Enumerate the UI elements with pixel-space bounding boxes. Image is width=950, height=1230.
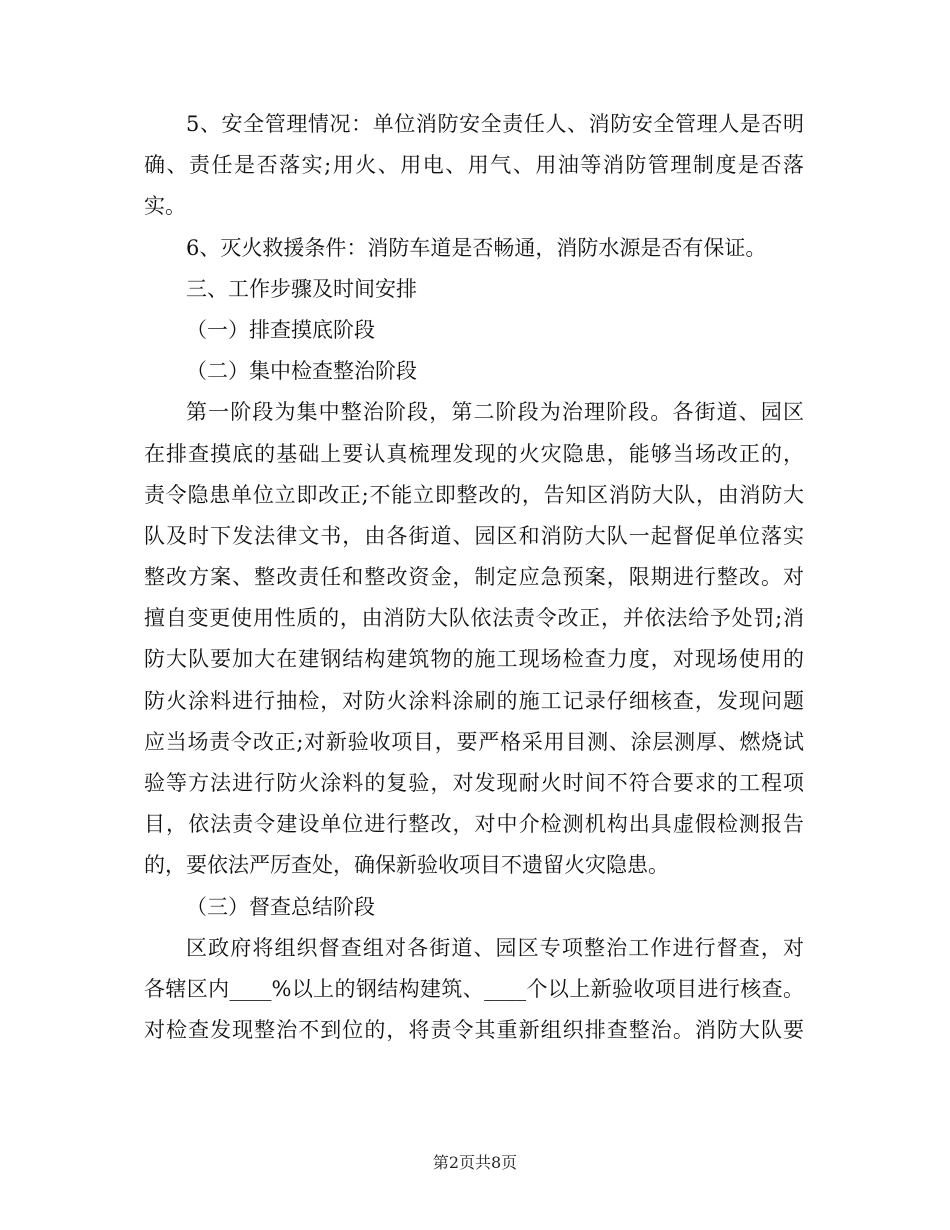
text-line: 5、安全管理情况：单位消防安全责任人、消防安全管理人是否明 [186,112,804,136]
text-line: 整改方案、整改责任和整改资金，制定应急预案，限期进行整改。对 [144,565,804,590]
text-line: 各辖区内____%以上的钢结构建筑、____个以上新验收项目进行核查。 [144,976,804,1001]
text-line: 应当场责令改正;对新验收项目，要严格采用目测、涂层测厚、燃烧试 [144,729,804,754]
text-line: 第一阶段为集中整治阶段，第二阶段为治理阶段。各街道、园区 [186,400,804,425]
text-line: 区政府将组织督查组对各街道、园区专项整治工作进行督查，对 [186,935,804,960]
text-line: 验等方法进行防火涂料的复验，对发现耐火时间不符合要求的工程项 [144,771,804,795]
text-line: 队及时下发法律文书，由各街道、园区和消防大队一起督促单位落实 [144,523,804,548]
text-line: 防大队要加大在建钢结构建筑物的施工现场检查力度，对现场使用的 [144,647,804,672]
text-line: 6、灭火救援条件：消防车道是否畅通，消防水源是否有保证。 [186,235,767,260]
text-line: 目，依法责令建设单位进行整改，对中介检测机构出具虚假检测报告 [144,812,804,837]
document-body [144,104,804,1051]
text-line: 对检查发现整治不到位的，将责令其重新组织排查整治。消防大队要 [144,1018,804,1043]
subsection-heading: （一）排查摸底阶段 [186,317,375,342]
subsection-heading: （三）督查总结阶段 [186,894,375,919]
page-number-footer: 第2页共8页 [432,1153,518,1172]
text-line: 实。 [144,194,186,219]
text-line: 确、责任是否落实;用火、用电、用气、用油等消防管理制度是否落 [144,153,804,178]
text-line: 在排查摸底的基础上要认真梳理发现的火灾隐患，能够当场改正的， [144,441,804,466]
text-line: 防火涂料进行抽检，对防火涂料涂刷的施工记录仔细核查，发现问题 [144,688,804,713]
section-heading: 三、工作步骤及时间安排 [186,276,417,301]
subsection-heading: （二）集中检查整治阶段 [186,359,417,384]
text-line: 责令隐患单位立即改正;不能立即整改的，告知区消防大队，由消防大 [144,482,804,507]
text-line: 擅自变更使用性质的，由消防大队依法责令改正，并依法给予处罚;消 [144,606,804,631]
text-line: 的，要依法严厉查处，确保新验收项目不遗留火灾隐患。 [144,853,669,878]
